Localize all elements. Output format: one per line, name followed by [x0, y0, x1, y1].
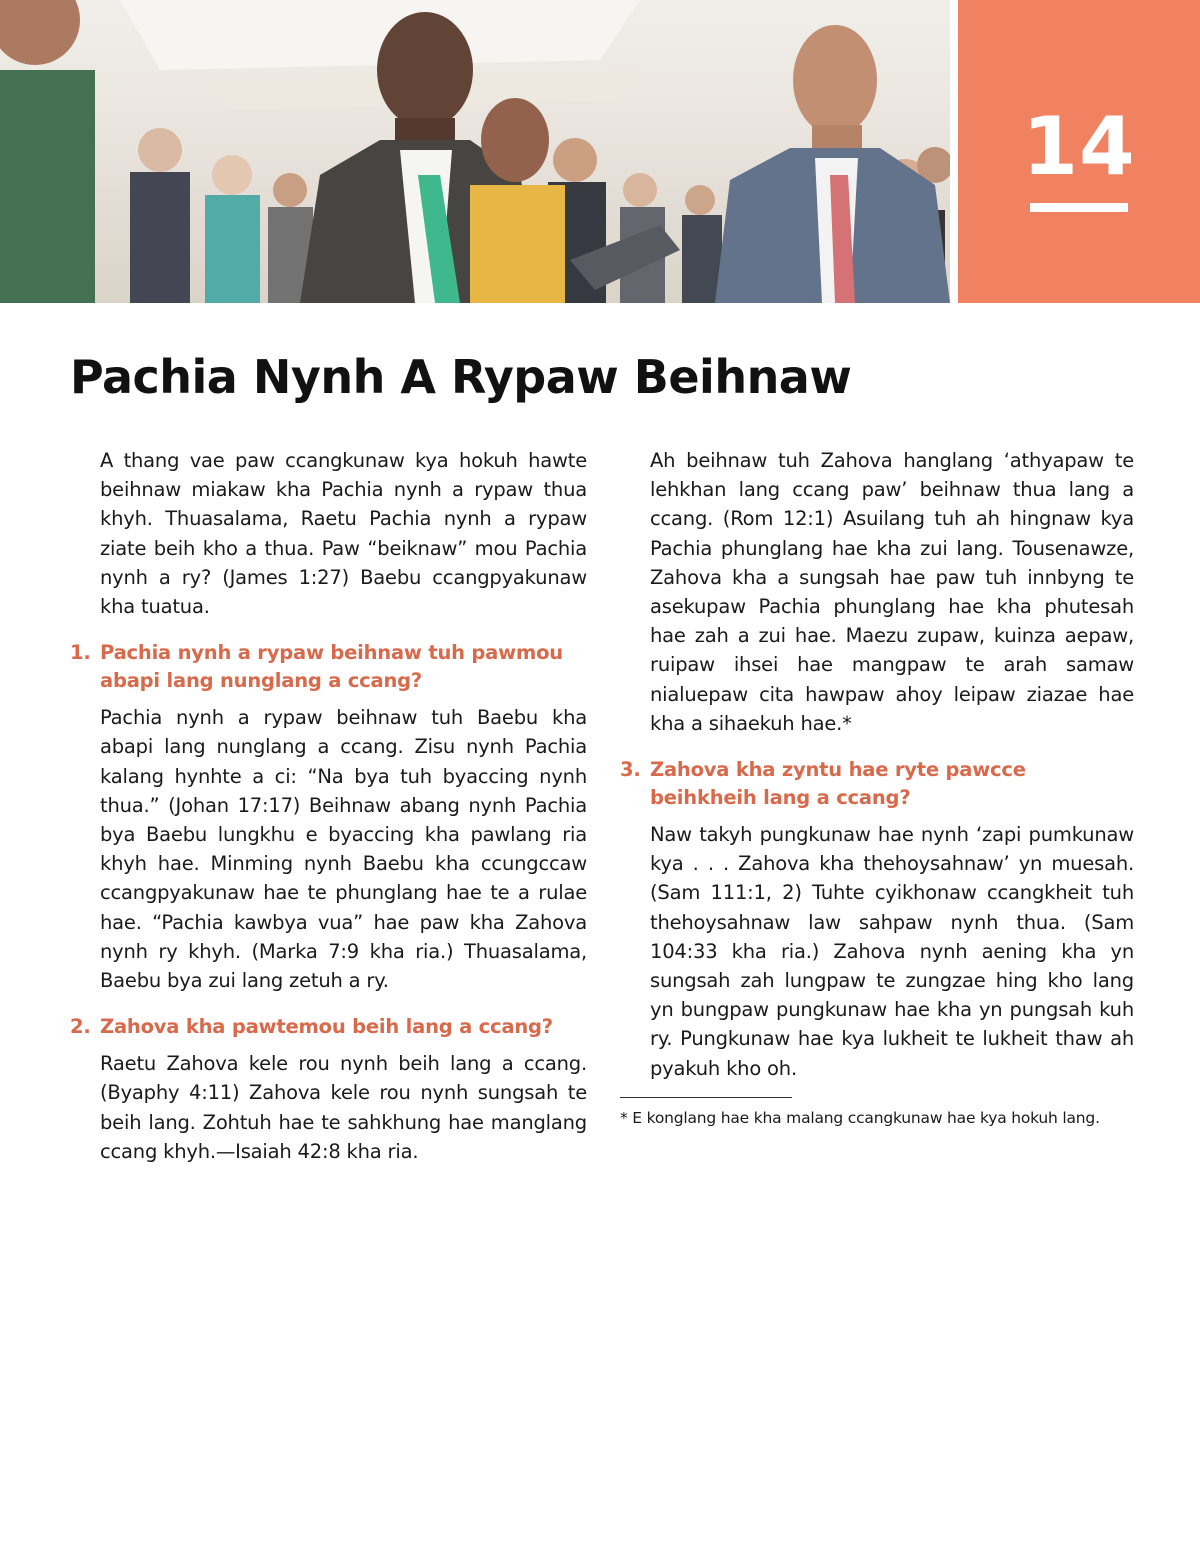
footnote: * E konglang hae kha malang ccangkunaw hae kya hokuh lang. — [620, 1108, 1100, 1127]
question-3 — [620, 756, 1134, 812]
question-number: 3. — [620, 758, 641, 782]
question-1 — [70, 639, 587, 695]
right-column — [620, 446, 1134, 1128]
page-title: Pachia Nynh A Rypaw Beihnaw — [70, 350, 852, 404]
lesson-number-badge — [958, 0, 1200, 303]
question-text: Zahova kha zyntu hae ryte pawcce beihkheih lang a ccang? — [650, 758, 1026, 810]
question-2 — [70, 1013, 587, 1041]
question-number: 2. — [70, 1015, 91, 1039]
right-intro-paragraph: Ah beihnaw tuh Zahova hanglang ‘athyapaw te lehkhan lang ccang paw’ beihnaw thua lang a ccang. (Rom 12:1) Asuilang tuh ah hingnaw kya Pachia phunglang hae kha zui lang. Tousenawze, Zahova kha a sungsah hae paw tuh innbyng te asekupaw Pachia phunglang hae kha phutesah hae zah a zui hae. Maezu zupaw, kuinza aepaw, ruipaw ihsei hae mangpaw te arah samaw nialuepaw cita hawpaw ahoy leipaw ziazae hae kha a sihaekuh hae.* — [650, 449, 1134, 735]
answer-1: Pachia nynh a rypaw beihnaw tuh Baebu kha abapi lang nunglang a ccang. Zisu nynh Pachia kalang hynhte a ci: “Na bya tuh byaccing nynh thua.” (Johan 17:17) Beihnaw abang nynh Pachia bya Baebu lungkhu e byaccing kha pawlang ria khyh hae. Minming nynh Baebu kha ccungccaw ccangpyakunaw hae te phunglang hae te a rulae hae. “Pachia kawbya vua” hae paw kha Zahova nynh ry khyh. (Marka 7:9 kha ria.) Thuasalama, Baebu bya zui lang zetuh a ry. — [100, 706, 587, 993]
congregation-singing-illustration — [0, 0, 950, 303]
answer-3: Naw takyh pungkunaw hae nynh ‘zapi pumkunaw kya . . . Zahova kha thehoysahnaw’ yn muesah. (Sam 111:1, 2) Tuhte cyikhonaw ccangkheit tuh thehoysahnaw law sahpaw nynh thua. (Sam 104:33 kha ria.) Zahova nynh aening kha yn sungsah zah lungpaw te zungzae hing kho lang yn bungpaw pungkunaw hae kha yn pungsah kuh ry. Pungkunaw hae kya lukheit te lukheit thaw ah pyakuh kho oh. — [650, 823, 1134, 1080]
question-text: Pachia nynh a rypaw beihnaw tuh pawmou abapi lang nunglang a ccang? — [100, 641, 563, 693]
left-column — [70, 446, 587, 1166]
hero-photo — [0, 0, 950, 303]
intro-paragraph: A thang vae paw ccangkunaw kya hokuh hawte beihnaw miakaw kha Pachia nynh a rypaw thua khyh. Thuasalama, Raetu Pachia nynh a rypaw ziate beih kho a thua. Paw “beiknaw” mou Pachia nynh a ry? (James 1:27) Baebu ccangpyakunaw kha tuatua. — [100, 449, 587, 619]
lesson-number: 14 — [1022, 100, 1136, 193]
lesson-number-underline — [1030, 203, 1128, 212]
answer-2: Raetu Zahova kele rou nynh beih lang a ccang. (Byaphy 4:11) Zahova kele rou nynh sungsah te beih lang. Zohtuh hae te sahkhung hae manglang ccang khyh.—Isaiah 42:8 kha ria. — [100, 1052, 587, 1163]
question-number: 1. — [70, 641, 91, 665]
question-text: Zahova kha pawtemou beih lang a ccang? — [100, 1015, 553, 1039]
footnote-divider — [620, 1097, 792, 1098]
